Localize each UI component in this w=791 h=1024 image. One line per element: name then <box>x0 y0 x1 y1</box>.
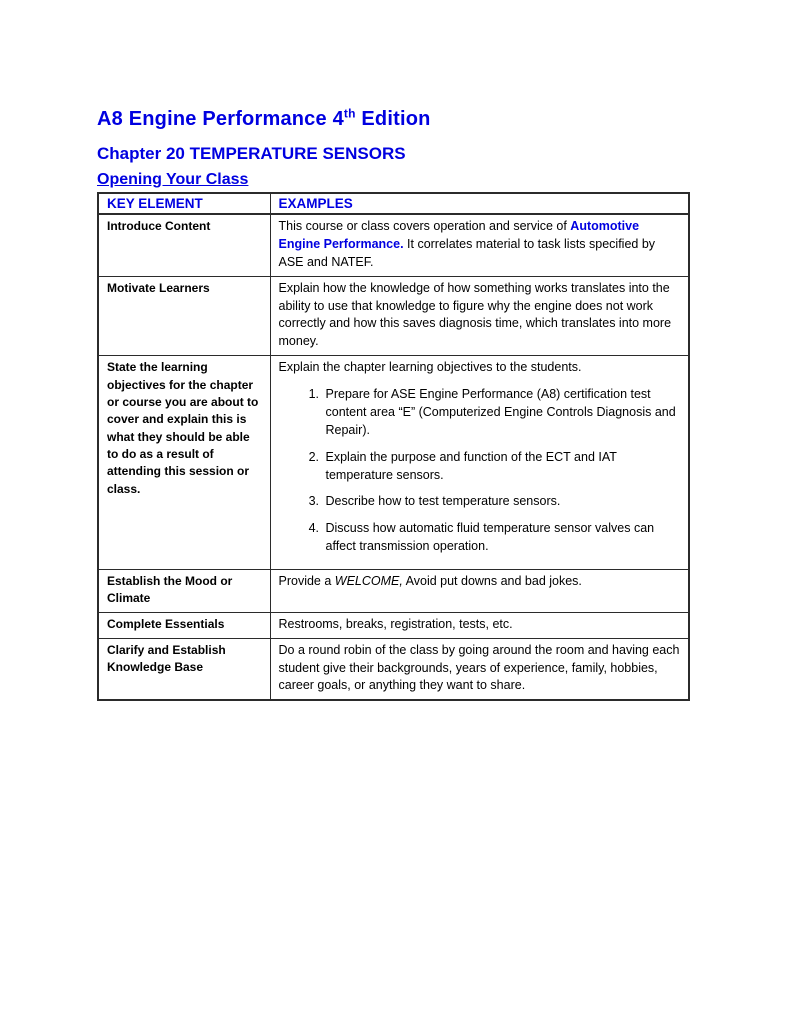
lesson-table <box>97 192 690 701</box>
table-header-row <box>98 193 689 214</box>
examples-cell <box>270 356 689 570</box>
objective-item: 2. Explain the purpose and function of the ECT and IAT temperature sensors. <box>323 449 681 485</box>
example-text: Avoid put downs and bad jokes. <box>402 574 582 588</box>
title-superscript: th <box>343 106 356 121</box>
chapter-heading: Chapter 20 TEMPERATURE SENSORS <box>97 144 406 163</box>
column-header-examples: EXAMPLES <box>270 193 689 214</box>
section-heading: Opening Your Class <box>97 171 249 188</box>
example-emphasis-text: Automotive Engine Performance. <box>278 219 640 251</box>
table-row-establish-mood <box>98 570 689 613</box>
page-title <box>97 108 690 131</box>
key-element-cell: Establish the Mood or Climate <box>98 570 270 613</box>
example-text: It correlates material to task lists specified by ASE and NATEF. <box>278 236 656 269</box>
title-text-main: A8 Engine Performance 4 <box>97 108 344 130</box>
key-element-cell: State the learning objectives for the chapter or course you are about to cover and explain this is what they should be able to do as a result of attending this session or class. <box>98 356 270 570</box>
key-element-cell: Motivate Learners <box>98 276 270 356</box>
objectives-intro-text: Explain the chapter learning objectives to the students. <box>278 360 582 375</box>
examples-cell <box>270 214 689 276</box>
examples-cell <box>270 570 689 613</box>
table-row-clarify-knowledge-base <box>98 638 689 700</box>
objective-item: 1. Prepare for ASE Engine Performance (A8) certification test content area “E” (Computerized Engine Controls Diagnosis and Repair). <box>323 386 681 440</box>
example-italic-text: WELCOME, <box>334 574 403 588</box>
title-text-end: Edition <box>355 108 431 130</box>
key-element-cell: Introduce Content <box>98 214 270 276</box>
objective-item: 4. Discuss how automatic fluid temperature sensor valves can affect transmission operation. <box>323 520 681 556</box>
objectives-list <box>279 386 681 556</box>
table-row-motivate-learners <box>98 276 689 356</box>
example-text: This course or class covers operation and service of <box>278 219 571 233</box>
table-row-introduce-content <box>98 214 689 276</box>
key-element-cell: Clarify and Establish Knowledge Base <box>98 638 270 700</box>
table-row-learning-objectives <box>98 356 689 570</box>
examples-cell: Explain how the knowledge of how something works translates into the ability to use that knowledge to figure why the engine does not work correctly and how this saves diagnosis time, which translates into more money. <box>270 276 689 356</box>
table-row-complete-essentials <box>98 612 689 638</box>
objective-item: 3. Describe how to test temperature sensors. <box>323 493 681 511</box>
key-element-cell: Complete Essentials <box>98 612 270 638</box>
column-header-key-element: KEY ELEMENT <box>98 193 270 214</box>
example-text: Provide a <box>278 574 335 588</box>
examples-cell: Restrooms, breaks, registration, tests, etc. <box>270 612 689 638</box>
examples-cell: Do a round robin of the class by going around the room and having each student give their backgrounds, years of experience, family, hobbies, career goals, or anything they want to share. <box>270 638 689 700</box>
